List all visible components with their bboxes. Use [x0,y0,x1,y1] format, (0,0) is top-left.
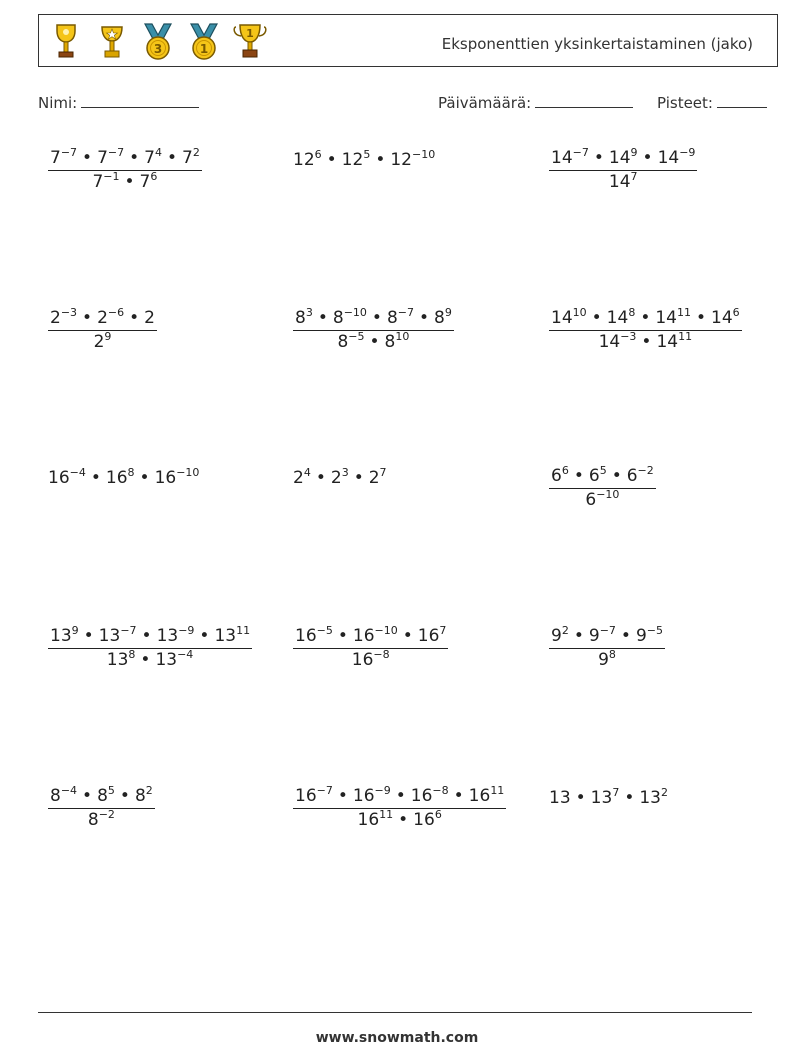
denominator [549,649,665,670]
medal-3-icon [139,21,177,61]
expression-product [352,650,390,670]
multiply-dot: • [141,626,152,646]
base: 7 [97,148,108,168]
base: 14 [608,148,631,168]
exponent: −5 [348,330,365,343]
numerator [48,148,202,171]
problem-2 [293,150,435,170]
multiply-dot: • [353,468,364,488]
exponent: 5 [599,464,607,477]
fraction [549,148,697,192]
base: 8 [337,332,349,352]
expression-product [92,172,157,192]
base: 8 [434,308,445,328]
expression-product [50,786,153,806]
base: 2 [330,468,342,488]
exponent: 6 [732,306,740,319]
exponent: 6 [561,464,569,477]
problem-5 [293,308,454,352]
base: 7 [144,148,155,168]
date-label: Päivämäärä: [438,94,532,112]
problem-15 [549,788,668,808]
multiply-dot: • [573,626,584,646]
base: 16 [417,626,440,646]
fraction [48,148,202,192]
multiply-dot: • [375,150,386,170]
multiply-dot: • [140,650,151,670]
denominator [549,331,742,352]
problem-11 [293,626,448,670]
exponent: 9 [630,146,638,159]
expression-product [295,786,504,806]
numerator [48,626,252,649]
base: 2 [93,332,105,352]
exponent: 5 [363,148,371,161]
fraction [549,626,665,670]
exponent: 11 [236,624,251,637]
exponent: −8 [432,784,449,797]
base: 16 [105,468,128,488]
multiply-dot: • [695,308,707,328]
base: 16 [410,786,433,806]
exponent: −8 [373,648,390,661]
problem-10 [48,626,252,670]
multiply-dot: • [83,626,94,646]
base: 2 [144,308,155,328]
exponent: 8 [128,648,136,661]
numerator [48,786,155,809]
exponent: −10 [176,466,200,479]
exponent: 3 [341,466,349,479]
base: 16 [48,468,70,488]
fraction [293,308,454,352]
problem-1 [48,148,202,192]
exponent: −2 [98,808,115,821]
multiply-dot: • [139,468,150,488]
expression-product [609,172,638,192]
expression-product [88,810,115,830]
expression-product [107,650,194,670]
base: 7 [50,148,61,168]
multiply-dot: • [326,150,337,170]
denominator [549,489,656,510]
base: 16 [468,786,491,806]
multiply-dot: • [398,810,409,830]
exponent: 8 [127,466,135,479]
exponent: −2 [637,464,654,477]
base: 6 [551,466,562,486]
base: 16 [413,810,435,830]
base: 6 [626,466,638,486]
multiply-dot: • [591,308,602,328]
exponent: 7 [612,786,620,799]
multiply-dot: • [641,332,652,352]
base: 8 [87,810,99,830]
base: 9 [598,650,609,670]
svg-text:3: 3 [153,42,163,56]
problem-14 [293,786,506,830]
numerator [549,466,656,489]
base: 13 [50,626,72,646]
expression-product [551,308,740,328]
exponent: 2 [145,784,153,797]
base: 8 [386,308,398,328]
exponent: 7 [630,170,638,183]
expression-product [94,332,112,352]
exponent: −7 [572,146,589,159]
base: 16 [352,786,375,806]
score-label: Pisteet: [657,94,713,112]
expression-product [599,332,693,352]
exponent: 7 [439,624,447,637]
base: 14 [711,308,733,328]
expression-product [50,148,200,168]
exponent: 8 [608,648,616,661]
numerator [293,626,448,649]
base: 2 [97,308,108,328]
exponent: 3 [305,306,313,319]
worksheet-title: Eksponenttien yksinkertaistaminen (jako) [441,35,753,53]
multiply-dot: • [82,148,93,168]
name-line[interactable] [81,93,199,108]
base: 8 [134,786,146,806]
fraction [48,308,157,352]
base: 13 [98,626,121,646]
multiply-dot: • [90,468,101,488]
base: 13 [590,788,613,808]
exponent: 4 [154,146,162,159]
multiply-dot: • [611,466,622,486]
base: 14 [608,172,631,192]
base: 2 [368,468,380,488]
multiply-dot: • [593,148,604,168]
numerator [293,308,454,331]
exponent: −4 [177,648,194,661]
date-line[interactable] [535,93,633,108]
exponent: −3 [60,306,78,319]
base: 14 [606,308,629,328]
multiply-dot: • [620,626,631,646]
numerator [293,786,506,809]
multiply-dot: • [573,466,584,486]
expression-product [293,468,387,488]
multiply-dot: • [124,172,135,192]
exponent: 11 [379,808,394,821]
multiply-dot: • [82,308,93,328]
base: 16 [351,650,374,670]
base: 7 [92,172,104,192]
exponent: 5 [107,784,115,797]
multiply-dot: • [369,332,380,352]
base: 7 [182,148,193,168]
problem-6 [549,308,742,352]
exponent: 11 [678,330,693,343]
base: 13 [155,650,178,670]
exponent: −10 [374,624,398,637]
base: 2 [293,468,304,488]
exponent: 11 [676,306,691,319]
denominator [48,649,252,670]
base: 16 [295,626,317,646]
expression-product [337,332,409,352]
exponent: −5 [646,624,663,637]
exponent: 10 [572,306,587,319]
base: 16 [154,468,177,488]
expression-product [50,626,250,646]
base: 14 [657,148,680,168]
base: 14 [598,332,621,352]
exponent: −9 [374,784,391,797]
exponent: 9 [104,330,112,343]
exponent: −7 [599,624,616,637]
exponent: 6 [314,148,322,161]
multiply-dot: • [418,308,430,328]
fraction [48,626,252,670]
date-field[interactable] [438,93,633,112]
problem-9 [549,466,656,510]
multiply-dot: • [402,626,413,646]
multiply-dot: • [453,786,464,806]
base: 14 [655,308,677,328]
numerator [48,308,157,331]
exponent: −10 [411,148,436,161]
multiply-dot: • [119,786,130,806]
base: 14 [551,308,573,328]
footer-site: www.snowmath.com [315,1030,479,1046]
multiply-dot: • [129,148,140,168]
expression-product [358,810,442,830]
multiply-dot: • [575,788,586,808]
base: 12 [341,150,364,170]
base: 7 [139,172,151,192]
numerator [549,308,742,331]
exponent: 11 [490,784,505,797]
multiply-dot: • [395,786,406,806]
fraction [293,786,506,830]
multiply-dot: • [199,626,210,646]
multiply-dot: • [129,308,140,328]
exponent: 10 [395,330,410,343]
trophy-icon [47,21,85,61]
denominator [293,649,448,670]
award-icons [47,21,269,61]
exponent: 7 [379,466,387,479]
expression-product [295,308,452,328]
exponent: 6 [150,170,158,183]
problem-12 [549,626,665,670]
exponent: 9 [444,306,452,319]
exponent: −4 [69,466,86,479]
expression-product [551,626,663,646]
fraction [549,466,656,510]
multiply-dot: • [82,786,93,806]
exponent: 2 [561,624,569,637]
base: 6 [588,466,600,486]
denominator [48,171,202,192]
exponent: −9 [679,146,696,159]
base: 14 [656,332,679,352]
problem-4 [48,308,157,352]
score-field[interactable] [657,93,767,112]
exponent: 6 [434,808,442,821]
base: 13 [214,626,237,646]
fraction [293,626,448,670]
numerator [549,626,665,649]
base: 8 [97,786,108,806]
base: 16 [357,810,380,830]
multiply-dot: • [640,308,651,328]
denominator [48,331,157,352]
multiply-dot: • [166,148,178,168]
exponent: −5 [316,624,333,637]
multiply-dot: • [642,148,653,168]
fraction [549,308,742,352]
exponent: −10 [596,488,620,501]
name-field[interactable] [38,93,199,112]
base: 12 [293,150,315,170]
expression-product [48,468,199,488]
expression-product [551,148,695,168]
exponent: 9 [71,624,79,637]
numerator [549,148,697,171]
svg-text:1: 1 [199,42,209,56]
multiply-dot: • [624,788,635,808]
base: 14 [551,148,573,168]
score-line[interactable] [717,93,767,108]
medal-1-icon [185,21,223,61]
base: 12 [390,150,412,170]
exponent: −7 [60,146,78,159]
fraction [48,786,155,830]
header-box [38,14,778,67]
exponent: −3 [620,330,637,343]
base: 6 [585,490,597,510]
base: 9 [551,626,562,646]
base: 16 [295,786,317,806]
exponent: 2 [660,786,668,799]
base: 16 [352,626,375,646]
denominator [549,171,697,192]
expression-product [295,626,446,646]
denominator [293,809,506,830]
multiply-dot: • [337,786,348,806]
exponent: 4 [303,466,311,479]
exponent: −4 [60,784,78,797]
expression-product [551,466,654,486]
expression-product [50,308,155,328]
trophy-1-icon [231,21,269,61]
denominator [48,809,155,830]
expression-product [293,150,435,170]
exponent: −7 [397,306,414,319]
base: 9 [588,626,600,646]
problem-3 [549,148,697,192]
problem-8 [293,468,387,488]
exponent: 2 [192,146,200,159]
exponent: −10 [343,306,367,319]
base: 9 [635,626,647,646]
base: 8 [295,308,306,328]
multiply-dot: • [317,308,328,328]
exponent: 8 [628,306,636,319]
base: 13 [549,788,571,808]
base: 2 [50,308,61,328]
base: 8 [332,308,344,328]
exponent: −7 [120,624,137,637]
exponent: −7 [316,784,333,797]
base: 13 [106,650,129,670]
multiply-dot: • [337,626,348,646]
exponent: −9 [178,624,195,637]
base: 13 [639,788,661,808]
problem-13 [48,786,155,830]
name-label: Nimi: [38,94,78,112]
exponent: −7 [107,146,125,159]
multiply-dot: • [371,308,382,328]
expression-product [598,650,616,670]
trophy-star-icon [93,21,131,61]
base: 13 [156,626,179,646]
base: 8 [384,332,396,352]
problem-7 [48,468,199,488]
base: 8 [50,786,61,806]
exponent: −1 [103,170,120,183]
footer-divider [38,1012,752,1013]
expression-product [585,490,619,510]
expression-product [549,788,668,808]
multiply-dot: • [315,468,326,488]
denominator [293,331,454,352]
exponent: −6 [107,306,125,319]
svg-text:1: 1 [246,27,254,40]
